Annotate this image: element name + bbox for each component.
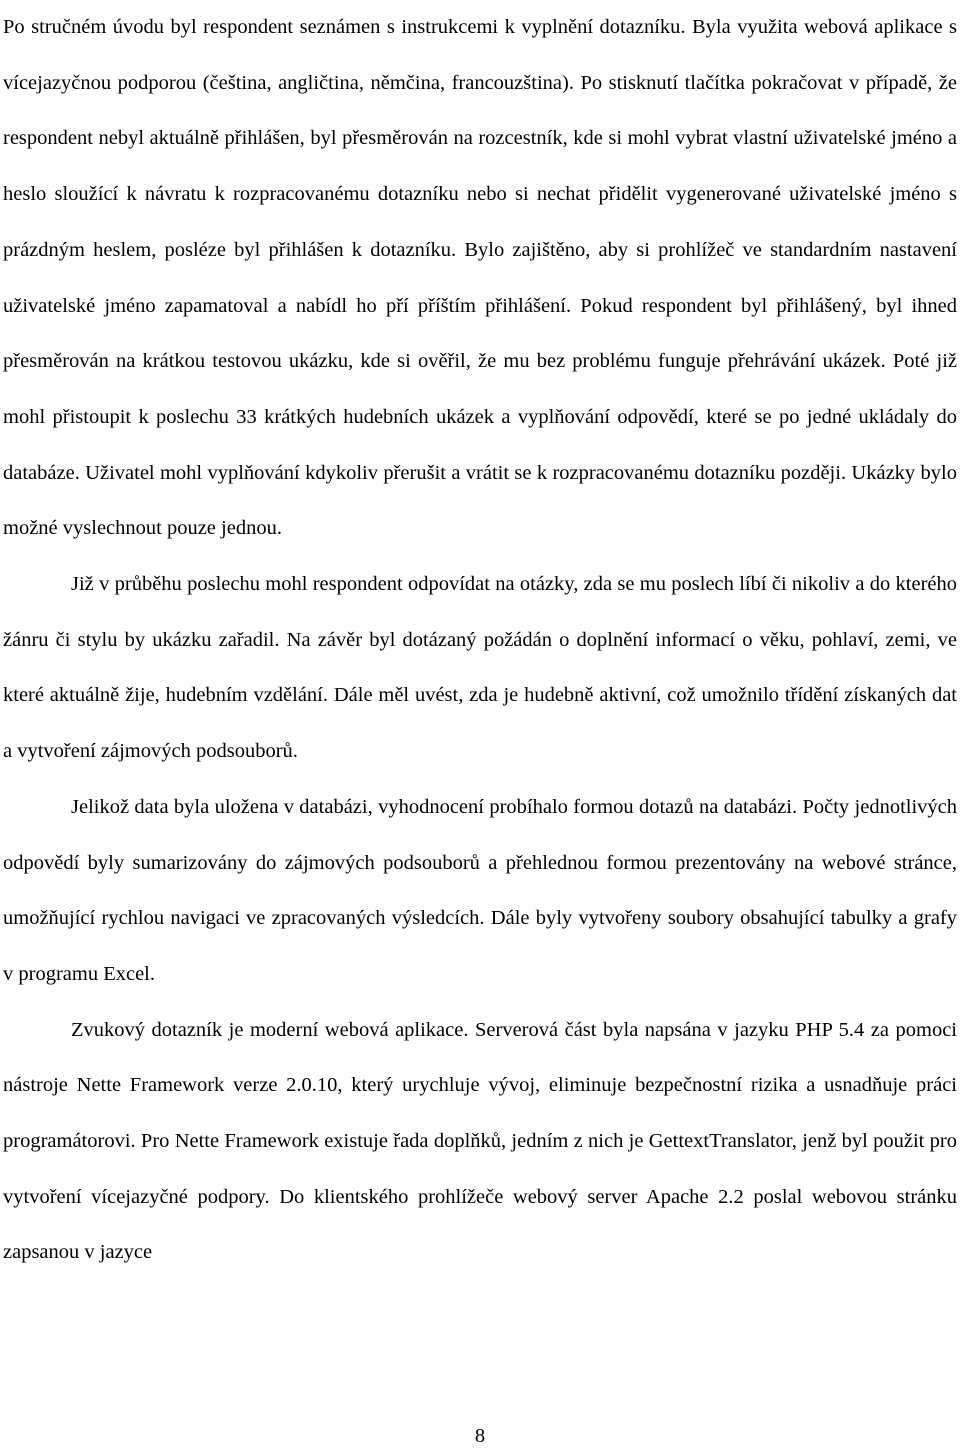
paragraph-evaluation: Jelikož data byla uložena v databázi, vyhodnocení probíhalo formou dotazů na databázi. Počty jednotlivých odpovědí byly sumarizovány do zájmových podsouborů a přehlednou formou prezentovány na webové stránce, umožňující rychlou navigaci ve zpracovaných výsledcích. Dále byly vytvořeny soubory obsahující tabulky a grafy v programu Excel.	[3, 795, 957, 985]
paragraph-web-application: Zvukový dotazník je moderní webová aplikace. Serverová část byla napsána v jazyku PHP 5.4 za pomoci nástroje Nette Framework verze 2.0.10, který urychluje vývoj, eliminuje bezpečnostní rizika a usnadňuje práci programátorovi. Pro Nette Framework existuje řada doplňků, jedním z nich je GettextTranslator, jenž byl použit pro vytvoření vícejazyčné podpory. Do klientského prohlížeče webový server Apache 2.2 poslal webovou stránku zapsanou v jazyce	[3, 1018, 957, 1264]
body-text	[3, 0, 957, 1281]
paragraph-questionnaire-instructions: Po stručném úvodu byl respondent seznámen s instrukcemi k vyplnění dotazníku. Byla využita webová aplikace s vícejazyčnou podporou (čeština, angličtina, němčina, francouzština). Po stisknutí tlačítka pokračovat v případě, že respondent nebyl aktuálně přihlášen, byl přesměrován na rozcestník, kde si mohl vybrat vlastní uživatelské jméno a heslo sloužící k návratu k rozpracovanému dotazníku nebo si nechat přidělit vygenerované uživatelské jméno s prázdným heslem, posléze byl přihlášen k dotazníku. Bylo zajištěno, aby si prohlížeč ve standardním nastavení uživatelské jméno zapamatoval a nabídl ho pří příštím přihlášení. Pokud respondent byl přihlášený, byl ihned přesměrován na krátkou testovou ukázku, kde si ověřil, že mu bez problému funguje přehrávání ukázek. Poté již mohl přistoupit k poslechu 33 krátkých hudebních ukázek a vyplňování odpovědí, které se po jedné ukládaly do databáze. Uživatel mohl vyplňování kdykoliv přerušit a vrátit se k rozpracovanému dotazníku později. Ukázky bylo možné vyslechnout pouze jednou.	[3, 16, 957, 540]
page-number: 8	[474, 1425, 486, 1447]
paragraph-listening-answers: Již v průběhu poslechu mohl respondent odpovídat na otázky, zda se mu poslech líbí či nikoliv a do kterého žánru či stylu by ukázku zařadil. Na závěr byl dotázaný požádán o doplnění informací o věku, pohlaví, zemi, ve které aktuálně žije, hudebním vzdělání. Dále měl uvést, zda je hudebně aktivní, což umožnilo třídění získaných dat a vytvoření zájmových podsouborů.	[3, 573, 957, 763]
